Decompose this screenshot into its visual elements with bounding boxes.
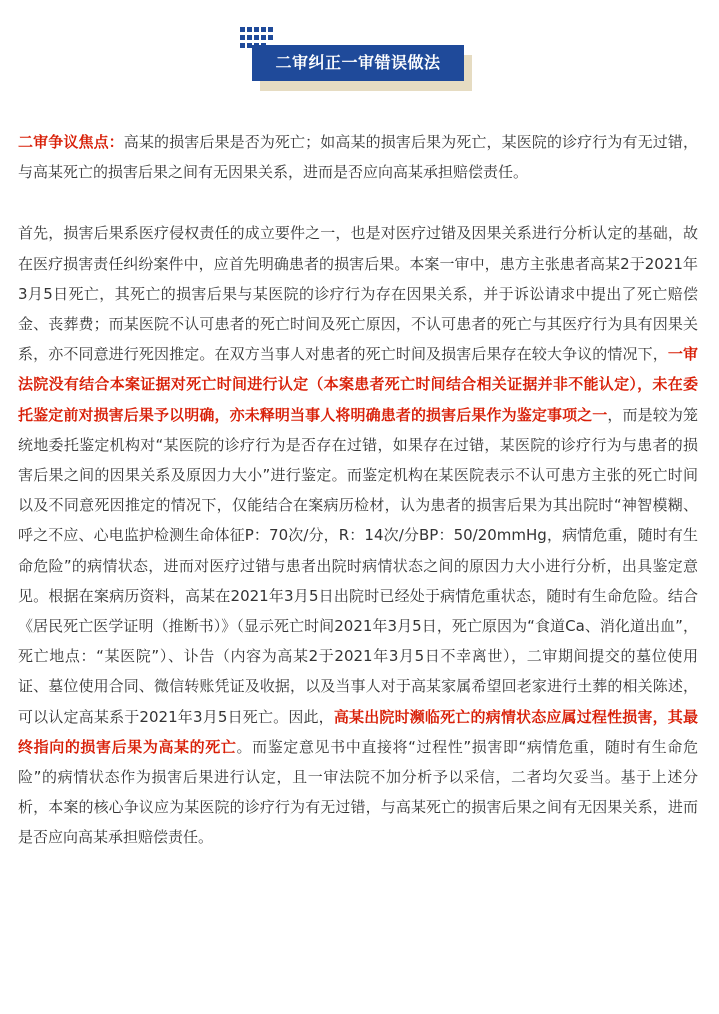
- dispute-focus-label: 二审争议焦点：: [18, 133, 124, 151]
- dispute-focus-text: 高某的损害后果是否为死亡；如高某的损害后果为死亡，某医院的诊疗行为有无过错，与高某死亡的损害后果之间有无因果关系，进而是否应向高某承担赔偿责任。: [18, 133, 698, 182]
- highlight-process-damage: 高某出院时濒临死亡的病情状态应属过程性损害，其最终指向的损害后果为高某的死亡: [18, 707, 698, 756]
- analysis-paragraph: [18, 218, 698, 852]
- analysis-text-3: 。而鉴定意见书中直接将“过程性”损害即“病情危重，随时有生命危险”的病情状态作为损害后果进行认定，且一审法院不加分析予以采信，二者均欠妥当。基于上述分析，本案的核心争议应为某医院的诊疗行为有无过错，与高某死亡的损害后果之间有无因果关系，进而是否应向高某承担赔偿责任。: [18, 737, 698, 847]
- analysis-text-1: 首先，损害后果系医疗侵权责任的成立要件之一，也是对医疗过错及因果关系进行分析认定的基础，故在医疗损害责任纠纷案件中，应首先明确患者的损害后果。本案一审中，患方主张患者高某2于2021年3月5日死亡，其死亡的损害后果与某医院的诊疗行为存在因果关系，并于诉讼请求中提出了死亡赔偿金、丧葬费；而某医院不认可患者的死亡时间及死亡原因，不认可患者的死亡与其医疗行为具有因果关系，亦不同意进行死因推定。在双方当事人对患者的死亡时间及损害后果存在较大争议的情况下，: [18, 224, 698, 364]
- dispute-focus-paragraph: [18, 127, 698, 187]
- analysis-text-2: ，而是较为笼统地委托鉴定机构对“某医院的诊疗行为是否存在过错，如果存在过错，某医院的诊疗行为与患者的损害后果之间的因果关系及原因力大小”进行鉴定。而鉴定机构在某医院表示不认可患方主张的死亡时间以及不同意死因推定的情况下，仅能结合在案病历检材，认为患者的损害后果为其出院时“神智模糊、呼之不应、心电监护检测生命体征P：70次/分，R：14次/分BP：50/20mmHg，病情危重，随时有生命危险”的病情状态，进而对医疗过错与患者出院时病情状态之间的原因力大小进行分析，出具鉴定意见。根据在案病历资料，高某在2021年3月5日出院时已经处于病情危重状态，随时有生命危险。结合《居民死亡医学证明（推断书）》（显示死亡时间2021年3月5日，死亡原因为“食道Ca、消化道出血”，死亡地点：“某医院”）、讣告（内容为高某2于2021年3月5日不幸离世），二审期间提交的墓位使用证、墓位使用合同、微信转账凭证及收据，以及当事人对于高某家属希望回老家进行土葬的相关陈述，可以认定高某系于2021年3月5日死亡。因此，: [18, 405, 698, 726]
- section-header: [0, 0, 719, 100]
- article-body: [18, 127, 698, 853]
- section-title: 二审纠正一审错误做法: [252, 45, 464, 81]
- highlight-first-instance-error: 一审法院没有结合本案证据对死亡时间进行认定（本案患者死亡时间结合相关证据并非不能认定），未在委托鉴定前对损害后果予以明确，亦未释明当事人将明确患者的损害后果作为鉴定事项之一: [18, 345, 698, 424]
